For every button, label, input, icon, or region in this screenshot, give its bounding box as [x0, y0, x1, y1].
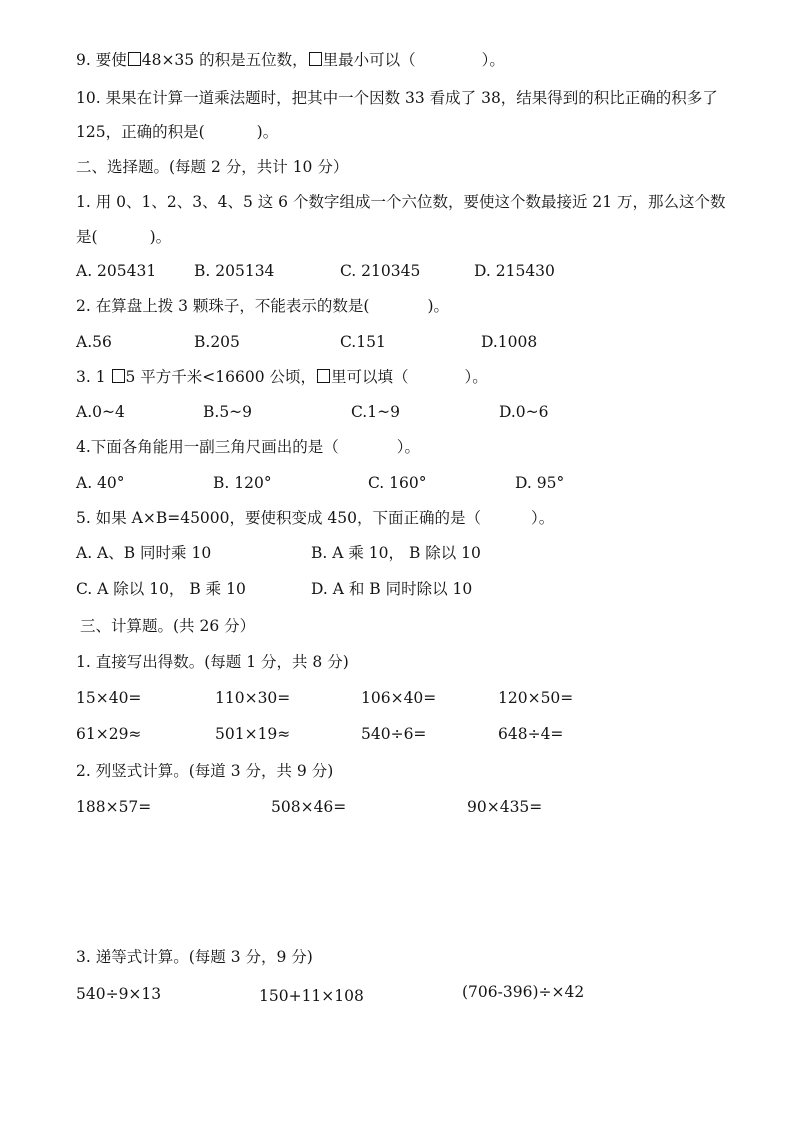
- question-2-2: [76, 295, 449, 317]
- option-c: C. 210345: [340, 262, 421, 280]
- calc-item: 540÷9×13: [76, 985, 162, 1003]
- q2-1-text-pre: 是(: [76, 228, 98, 246]
- q2-3-text-post: ）。: [464, 368, 488, 386]
- part-2-heading: 2. 列竖式计算。(每道 3 分，共 9 分): [76, 762, 334, 780]
- part-3-heading: 3. 递等式计算。(每题 3 分，9 分): [76, 948, 313, 966]
- question-9: [76, 49, 505, 71]
- q2-3-text-mid: 5 平方千米<16600 公顷，: [125, 368, 317, 386]
- calc-item: 110×30=: [215, 689, 291, 707]
- q9-text-post: ）。: [481, 51, 505, 69]
- calc-item: (706-396)÷×42: [462, 983, 585, 1001]
- option-c: C. 160°: [368, 474, 427, 492]
- q2-1-text-post: )。: [149, 228, 172, 246]
- question-2-4: [76, 436, 420, 458]
- option-b: B. 120°: [213, 474, 272, 492]
- option-a: A.56: [76, 333, 112, 351]
- q2-4-text-pre: 4.下面各角能用一副三角尺画出的是（: [76, 438, 339, 456]
- part-1-heading: 1. 直接写出得数。(每题 1 分，共 8 分): [76, 653, 349, 671]
- calc-item: 501×19≈: [215, 725, 291, 743]
- option-b: B.5~9: [203, 403, 253, 421]
- q10-text-pre: 125，正确的积是(: [76, 123, 205, 141]
- question-2-1-line2: [76, 226, 171, 248]
- option-a: A. 205431: [76, 262, 157, 280]
- q9-text-pre: 9. 要使: [76, 51, 127, 69]
- calc-item: 648÷4=: [498, 725, 564, 743]
- option-d: D. 215430: [474, 262, 555, 280]
- question-2-1-line1: 1. 用 0、1、2、3、4、5 这 6 个数字组成一个六位数，要使这个数最接近 21 万，那么这个数: [76, 193, 726, 211]
- calc-item: 188×57=: [76, 798, 152, 816]
- section-3-heading: 三、计算题。(共 26 分）: [80, 617, 256, 635]
- q9-text-mid: 48×35 的积是五位数，: [141, 51, 308, 69]
- q2-5-text-pre: 5. 如果 A×B=45000，要使积变成 450，下面正确的是（: [76, 509, 482, 527]
- option-a: A. 40°: [76, 474, 125, 492]
- q10-text-post: )。: [256, 123, 279, 141]
- option-b: B. 205134: [194, 262, 275, 280]
- calc-item: 61×29≈: [76, 725, 142, 743]
- calc-item: 540÷6=: [361, 725, 427, 743]
- q2-3-text-mid2: 里可以填（: [331, 368, 409, 386]
- option-b: B.205: [194, 333, 240, 351]
- option-c: C.1~9: [351, 403, 400, 421]
- option-c: C. A 除以 10， B 乘 10: [76, 580, 246, 598]
- option-c: C.151: [340, 333, 386, 351]
- option-a: A. A、B 同时乘 10: [76, 544, 212, 562]
- question-2-3: [76, 366, 488, 388]
- option-d: D.0~6: [499, 403, 549, 421]
- calc-item: 508×46=: [271, 798, 347, 816]
- section-2-heading: 二、选择题。(每题 2 分，共计 10 分）: [76, 158, 349, 176]
- option-d: D. 95°: [515, 474, 565, 492]
- q2-5-text-post: ）。: [531, 509, 555, 527]
- q2-2-text-post: )。: [427, 297, 450, 315]
- answer-box: [112, 369, 125, 383]
- calc-item: 150+11×108: [259, 987, 364, 1005]
- calc-item: 90×435=: [467, 798, 543, 816]
- option-d: D. A 和 B 同时除以 10: [311, 580, 473, 598]
- q2-3-text-pre: 3. 1: [76, 368, 106, 386]
- option-b: B. A 乘 10， B 除以 10: [311, 544, 481, 562]
- calc-item: 120×50=: [498, 689, 574, 707]
- question-2-5: [76, 507, 554, 529]
- answer-box: [317, 369, 330, 383]
- q2-4-text-post: ）。: [396, 438, 421, 456]
- calc-item: 106×40=: [361, 689, 437, 707]
- option-d: D.1008: [481, 333, 538, 351]
- q9-text-mid2: 里最小可以（: [322, 51, 416, 69]
- calc-item: 15×40=: [76, 689, 142, 707]
- answer-box: [309, 52, 322, 66]
- question-10-line2: [76, 121, 278, 143]
- question-10-line1: 10. 果果在计算一道乘法题时，把其中一个因数 33 看成了 38，结果得到的积比正确的积多了: [76, 89, 718, 107]
- answer-box: [128, 52, 141, 66]
- q2-2-text-pre: 2. 在算盘上拨 3 颗珠子，不能表示的数是(: [76, 297, 370, 315]
- option-a: A.0~4: [76, 403, 125, 421]
